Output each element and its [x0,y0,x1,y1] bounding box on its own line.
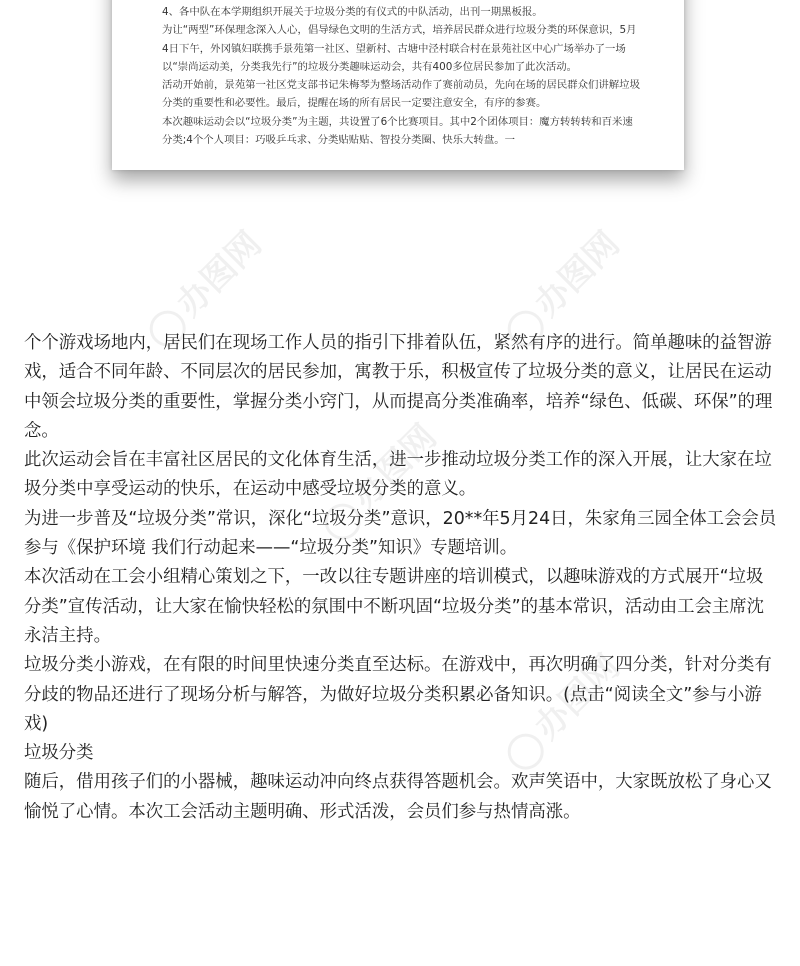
article-body [24,329,780,827]
document-preview-card [112,0,684,170]
watermark: 办图网 [309,411,445,547]
preview-line: 为让“两型”环保理念深入人心，倡导绿色文明的生活方式，培养居民群众进行垃圾分类的环保意识，5月4日下午，外冈镇妇联携手景苑第一社区、望新村、古塘中泾村联合村在景苑社区中心广场举办了一场以“崇尚运动美，分类我先行”的垃圾分类趣味运动会，共有400多位居民参加了此次活动。 [162,24,637,73]
article-paragraph: 本次活动在工会小组精心策划之下，一改以往专题讲座的培训模式，以趣味游戏的方式展开“垃圾分类”宣传活动，让大家在愉快轻松的氛围中不断巩固“垃圾分类”的基本常识，活动由工会主席沈永洁主持。 [24,567,765,646]
article-subheading: 垃圾分类 [24,743,94,764]
article-paragraph: 随后，借用孩子们的小器械，趣味运动冲向终点获得答题机会。欢声笑语中，大家既放松了身心又愉悦了心情。本次工会活动主题明确、形式活泼，会员们参与热情高涨。 [24,772,772,822]
preview-line: 本次趣味运动会以“垃圾分类”为主题，共设置了6个比赛项目。其中2个团体项目：魔方转转转和百米速分类;4个个人项目：巧吸乒乓求、分类贴贴贴、智投分类圈、快乐大转盘。一 [162,115,633,147]
preview-line: 活动开始前，景苑第一社区党支部书记朱梅琴为整场活动作了赛前动员，先向在场的居民群众们讲解垃圾分类的重要性和必要性。最后，提醒在场的所有居民一定要注意安全，有序的参赛。 [162,79,640,110]
article-paragraph: 此次运动会旨在丰富社区居民的文化体育生活，进一步推动垃圾分类工作的深入开展，让大家在垃圾分类中享受运动的快乐，在运动中感受垃圾分类的意义。 [24,450,772,500]
watermark: 办图网 [492,218,628,354]
article-paragraph: 垃圾分类小游戏，在有限的时间里快速分类直至达标。在游戏中，再次明确了四分类，针对分类有分歧的物品还进行了现场分析与解答，为做好垃圾分类积累必备知识。(点击“阅读全文”参与小游戏) [24,655,772,734]
article-paragraph: 为进一步普及“垃圾分类”常识，深化“垃圾分类”意识，20**年5月24日，朱家角三园全体工会会员参与《保护环境 我们行动起来——“垃圾分类”知识》专题培训。 [24,508,777,559]
preview-text-block [162,3,642,149]
preview-line: 4、各中队在本学期组织开展关于垃圾分类的有仪式的中队活动，出刊一期黑板报。 [162,6,543,18]
watermark: 办图网 [492,641,628,777]
watermark: 办图网 [134,218,270,354]
article-paragraph: 个个游戏场地内，居民们在现场工作人员的指引下排着队伍，紧然有序的进行。简单趣味的益智游戏，适合不同年龄、不同层次的居民参加，寓教于乐，积极宣传了垃圾分类的意义，让居民在运动中领会垃圾分类的重要性，掌握分类小窍门，从而提高分类准确率，培养“绿色、低碳、环保”的理念。 [24,333,773,441]
